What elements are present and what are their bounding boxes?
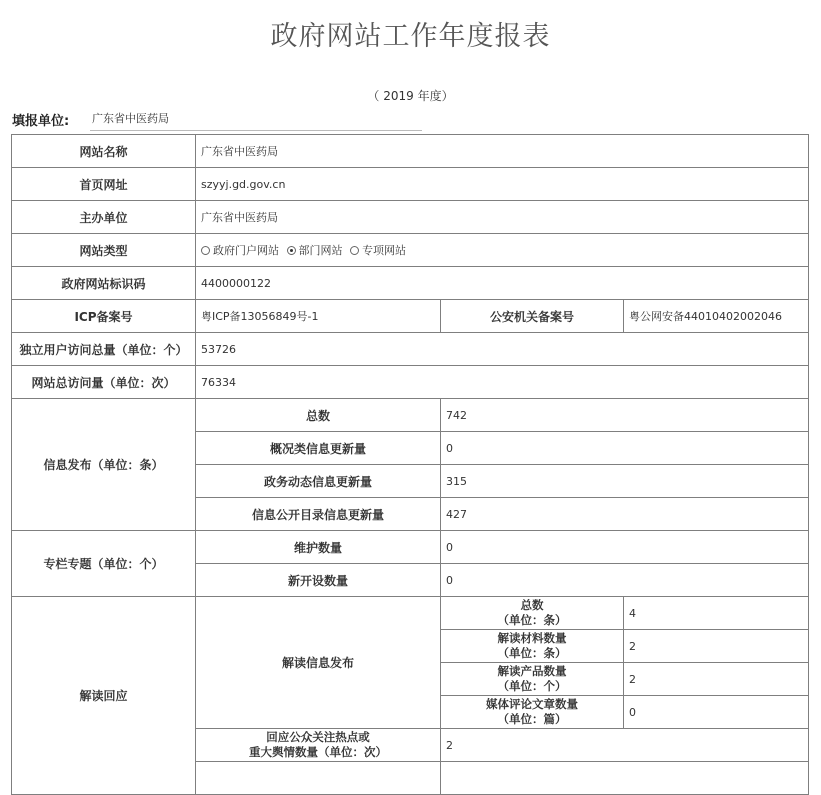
interpretation-sub-label: 解读信息发布 <box>196 597 441 729</box>
icp-label: ICP备案号 <box>12 300 196 333</box>
reporting-unit-field[interactable]: 广东省中医药局 <box>90 109 422 131</box>
columns-item-value: 0 <box>441 564 809 597</box>
table-row <box>12 531 809 564</box>
radio-checked-icon[interactable] <box>287 246 296 255</box>
info-publish-item-value: 315 <box>441 465 809 498</box>
unique-visitors-label: 独立用户访问总量（单位：个） <box>12 333 196 366</box>
reporting-unit-row <box>12 109 412 131</box>
table-row <box>12 168 809 201</box>
interpretation-item-label-line2: （单位：条） <box>497 646 567 660</box>
site-name-label: 网站名称 <box>12 135 196 168</box>
unique-visitors-value: 53726 <box>196 333 809 366</box>
interpretation-item-label-line2: （单位：篇） <box>497 712 567 726</box>
site-type-option-department[interactable] <box>287 242 343 258</box>
info-publish-item-label: 信息公开目录信息更新量 <box>196 498 441 531</box>
site-type-label: 网站类型 <box>12 234 196 267</box>
info-publish-label: 信息发布（单位：条） <box>12 399 196 531</box>
table-row <box>12 597 809 630</box>
interpretation-item-label-line1: 媒体评论文章数量 <box>486 697 578 711</box>
icp-value: 粤ICP备13056849号-1 <box>196 300 441 333</box>
site-type-option-portal[interactable] <box>201 242 279 258</box>
columns-label: 专栏专题（单位：个） <box>12 531 196 597</box>
interpretation-label: 解读回应 <box>12 597 196 795</box>
columns-item-label: 维护数量 <box>196 531 441 564</box>
columns-item-label: 新开设数量 <box>196 564 441 597</box>
interpretation-item-label-line1: 解读产品数量 <box>497 664 567 678</box>
interpretation-item-label <box>441 696 624 729</box>
homepage-url-label: 首页网址 <box>12 168 196 201</box>
interpretation-item-value: 4 <box>624 597 809 630</box>
site-type-option-label: 专项网站 <box>362 244 406 257</box>
total-visits-value: 76334 <box>196 366 809 399</box>
info-publish-item-value: 0 <box>441 432 809 465</box>
response-label <box>196 729 441 762</box>
site-id-label: 政府网站标识码 <box>12 267 196 300</box>
interpretation-item-label-line2: （单位：条） <box>497 613 567 627</box>
report-year: （ 2019 年度） <box>367 89 454 103</box>
interpretation-item-value: 2 <box>624 630 809 663</box>
site-name-value: 广东省中医药局 <box>196 135 809 168</box>
radio-icon[interactable] <box>201 246 210 255</box>
site-id-value: 4400000122 <box>196 267 809 300</box>
interpretation-item-label <box>441 663 624 696</box>
columns-item-value: 0 <box>441 531 809 564</box>
interpretation-item-label-line1: 解读材料数量 <box>497 631 567 645</box>
table-row <box>12 399 809 432</box>
sponsor-label: 主办单位 <box>12 201 196 234</box>
table-row <box>12 300 809 333</box>
site-type-option-special[interactable] <box>350 242 406 258</box>
response-label-line2: 重大舆情数量（单位：次） <box>249 745 387 759</box>
table-row <box>12 267 809 300</box>
site-type-option-label: 政府门户网站 <box>213 244 279 257</box>
police-record-label: 公安机关备案号 <box>441 300 624 333</box>
homepage-url-value: szyyj.gd.gov.cn <box>196 168 809 201</box>
table-row <box>12 366 809 399</box>
interpretation-item-value: 2 <box>624 663 809 696</box>
report-table <box>11 134 809 795</box>
site-type-options <box>196 234 809 267</box>
interpretation-item-label <box>441 630 624 663</box>
info-publish-item-label: 政务动态信息更新量 <box>196 465 441 498</box>
interpretation-item-value: 0 <box>624 696 809 729</box>
reporting-unit-label: 填报单位: <box>12 114 70 129</box>
empty-cell <box>196 762 441 795</box>
radio-icon[interactable] <box>350 246 359 255</box>
interpretation-item-label-line1: 总数 <box>520 598 544 612</box>
police-record-value: 粤公网安备44010402002046 <box>624 300 809 333</box>
response-value: 2 <box>441 729 809 762</box>
table-row <box>12 234 809 267</box>
info-publish-item-value: 742 <box>441 399 809 432</box>
page-title: 政府网站工作年度报表 <box>270 21 551 52</box>
table-row <box>12 333 809 366</box>
sponsor-value: 广东省中医药局 <box>196 201 809 234</box>
site-type-option-label: 部门网站 <box>298 244 343 257</box>
total-visits-label: 网站总访问量（单位：次） <box>12 366 196 399</box>
info-publish-item-label: 总数 <box>196 399 441 432</box>
response-label-line1: 回应公众关注热点或 <box>266 730 370 744</box>
info-publish-item-label: 概况类信息更新量 <box>196 432 441 465</box>
interpretation-item-label-line2: （单位：个） <box>497 679 567 693</box>
info-publish-item-value: 427 <box>441 498 809 531</box>
table-row <box>12 135 809 168</box>
empty-cell <box>441 762 809 795</box>
interpretation-item-label <box>441 597 624 630</box>
table-row <box>12 201 809 234</box>
